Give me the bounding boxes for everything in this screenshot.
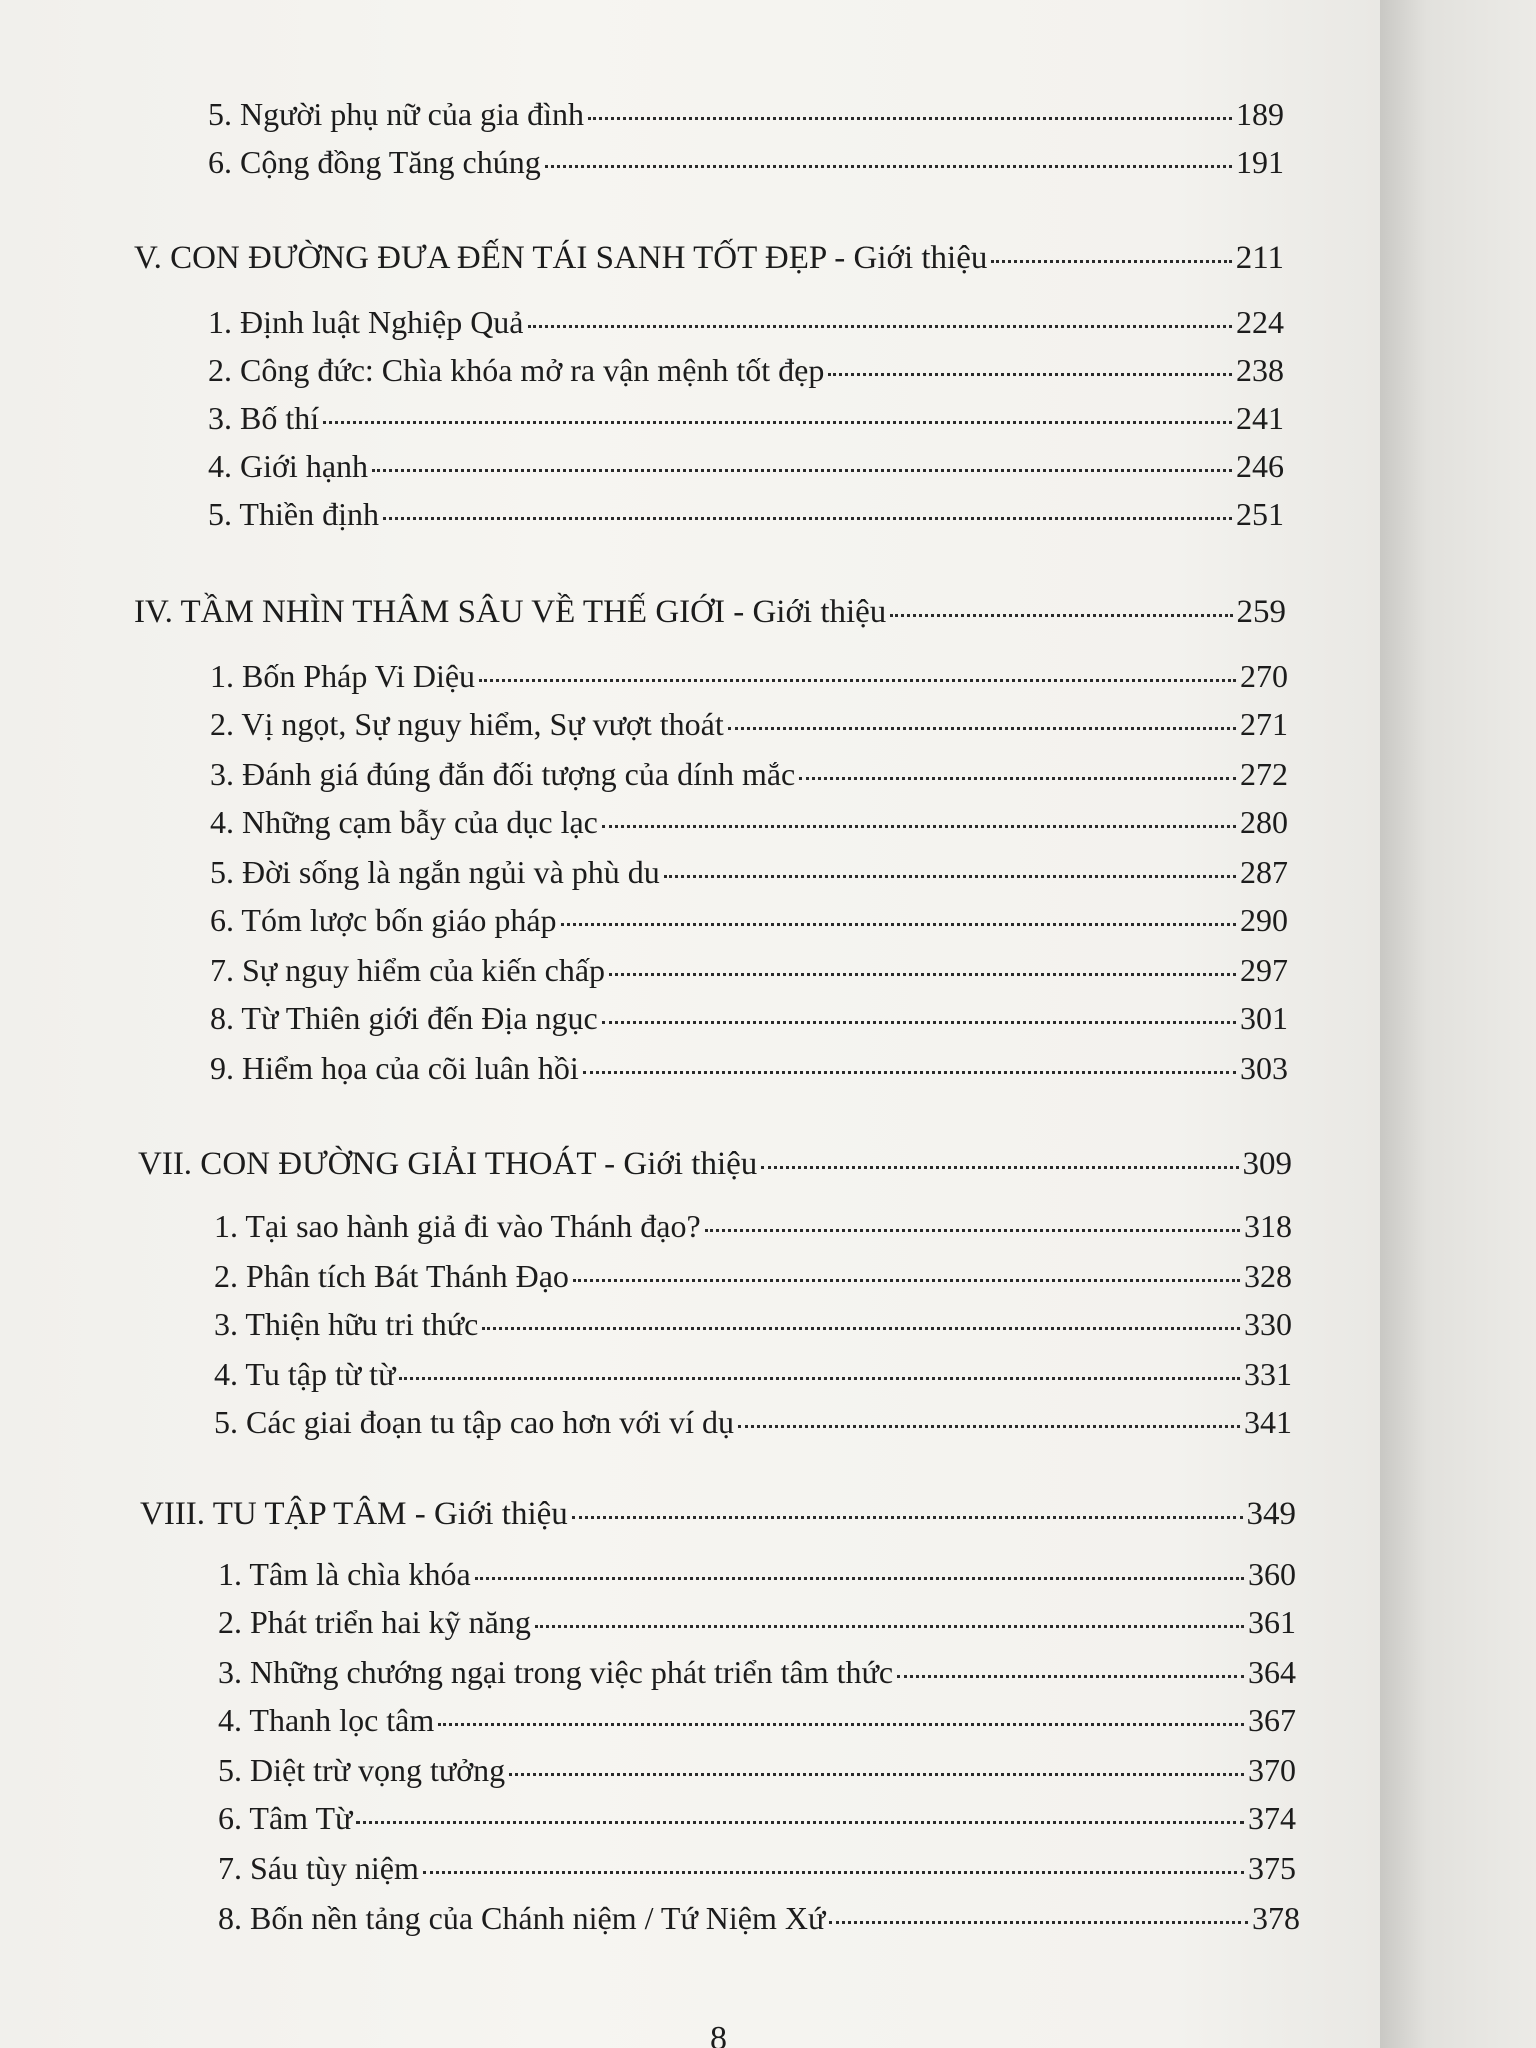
toc-section-page: 309: [1242, 1146, 1292, 1182]
dot-leader: [728, 727, 1236, 730]
toc-entry-title: 1. Tâm là chìa khóa: [218, 1556, 471, 1592]
toc-entry-page: 378: [1252, 1900, 1300, 1936]
toc-entry-title: 4. Những cạm bẫy của dục lạc: [210, 804, 598, 840]
toc-entry-title: 4. Thanh lọc tâm: [218, 1702, 435, 1738]
dot-leader: [323, 421, 1232, 424]
dot-leader: [897, 1675, 1244, 1678]
toc-entry-page: 270: [1240, 658, 1288, 694]
toc-entry: [208, 302, 1284, 342]
dot-leader: [383, 517, 1232, 520]
dot-leader: [561, 923, 1236, 926]
dot-leader: [799, 777, 1236, 780]
dot-leader: [573, 1279, 1240, 1282]
toc-entry-page: 303: [1240, 1050, 1288, 1086]
dot-leader: [475, 1577, 1244, 1580]
dot-leader: [602, 1021, 1236, 1024]
toc-entry-title: 3. Đánh giá đúng đắn đối tượng của dính mắc: [210, 756, 796, 792]
toc-entry-title: 1. Tại sao hành giả đi vào Thánh đạo?: [214, 1208, 701, 1244]
toc-entry-page: 287: [1240, 854, 1288, 890]
toc-section: [134, 592, 1286, 632]
dot-leader: [528, 325, 1233, 328]
toc-entry: [210, 802, 1288, 842]
toc-entry-page: 370: [1248, 1752, 1296, 1788]
toc-entry: [210, 950, 1288, 990]
toc-entry-page: 361: [1248, 1604, 1296, 1640]
toc-entry: [218, 1750, 1296, 1790]
toc-entry: [218, 1848, 1296, 1888]
toc-entry-page: 375: [1248, 1850, 1296, 1886]
toc-entry-title: 5. Đời sống là ngắn ngủi và phù du: [210, 854, 660, 890]
toc-section: [140, 1494, 1296, 1534]
toc-entry-title: 2. Vị ngọt, Sự nguy hiểm, Sự vượt thoát: [210, 706, 724, 742]
toc-entry-title: 5. Thiền định: [208, 496, 379, 532]
toc-entry-title: 9. Hiểm họa của cõi luân hồi: [210, 1050, 579, 1086]
toc-entry-title: 2. Phân tích Bát Thánh Đạo: [214, 1258, 569, 1294]
toc-entry-page: 341: [1244, 1404, 1292, 1440]
dot-leader: [829, 1921, 1248, 1924]
toc-entry-title: 3. Bố thí: [208, 400, 320, 436]
toc-entry-title: 5. Diệt trừ vọng tưởng: [218, 1752, 506, 1788]
toc-entry-title: 5. Người phụ nữ của gia đình: [208, 96, 584, 132]
dot-leader: [664, 875, 1236, 878]
toc-entry: [210, 998, 1288, 1038]
toc-entry: [208, 494, 1284, 534]
toc-entry-page: 297: [1240, 952, 1288, 988]
toc-section-title: V. CON ĐƯỜNG ĐƯA ĐẾN TÁI SANH TỐT ĐẸP - Giới thiệu: [134, 240, 988, 276]
dot-leader: [705, 1229, 1240, 1232]
background-edge: [1380, 0, 1536, 2048]
toc-entry: [214, 1256, 1292, 1296]
dot-leader: [479, 679, 1236, 682]
toc-entry-page: 224: [1236, 304, 1284, 340]
dot-leader: [438, 1723, 1244, 1726]
toc-entry: [210, 704, 1288, 744]
dot-leader: [991, 260, 1231, 263]
toc-entry-title: 6. Tóm lược bốn giáo pháp: [210, 902, 557, 938]
toc-entry-page: 364: [1248, 1654, 1296, 1690]
toc-section: [138, 1144, 1292, 1184]
toc-entry-title: 6. Tâm Từ: [218, 1800, 353, 1836]
toc-entry: [208, 142, 1284, 182]
toc-entry: [218, 1898, 1300, 1938]
toc-entry: [214, 1304, 1292, 1344]
toc-entry-title: 3. Thiện hữu tri thức: [214, 1306, 479, 1342]
toc-entry-page: 367: [1248, 1702, 1296, 1738]
toc-entry-page: 328: [1244, 1258, 1292, 1294]
toc-entry-title: 7. Sáu tùy niệm: [218, 1850, 419, 1886]
toc-entry-page: 330: [1244, 1306, 1292, 1342]
toc-entry-page: 280: [1240, 804, 1288, 840]
dot-leader: [602, 825, 1236, 828]
toc-entry: [210, 900, 1288, 940]
toc-entry-title: 4. Giới hạnh: [208, 448, 369, 484]
toc-section-title: VII. CON ĐƯỜNG GIẢI THOÁT - Giới thiệu: [138, 1146, 758, 1182]
toc-section-title: VIII. TU TẬP TÂM - Giới thiệu: [140, 1496, 568, 1532]
dot-leader: [509, 1773, 1244, 1776]
toc-entry: [210, 852, 1288, 892]
toc-entry-title: 4. Tu tập từ từ: [214, 1356, 396, 1392]
page-number: 8: [710, 2020, 727, 2048]
toc-entry: [208, 350, 1284, 390]
toc-entry: [208, 94, 1284, 134]
toc-section-title: IV. TẦM NHÌN THÂM SÂU VỀ THẾ GIỚI - Giới thiệu: [134, 594, 887, 630]
toc-entry-page: 191: [1236, 144, 1284, 180]
toc-entry-page: 331: [1244, 1356, 1292, 1392]
toc-entry: [218, 1554, 1296, 1594]
toc-entry-page: 189: [1236, 96, 1284, 132]
dot-leader: [890, 614, 1232, 617]
dot-leader: [588, 117, 1232, 120]
dot-leader: [356, 1821, 1244, 1824]
toc-entry: [210, 1048, 1288, 1088]
toc-entry-page: 360: [1248, 1556, 1296, 1592]
toc-entry-page: 290: [1240, 902, 1288, 938]
toc-entry-title: 8. Bốn nền tảng của Chánh niệm / Tứ Niệm Xứ: [218, 1900, 826, 1936]
toc-section: [134, 238, 1284, 278]
toc-entry-title: 2. Phát triển hai kỹ năng: [218, 1604, 531, 1640]
toc-entry-page: 374: [1248, 1800, 1296, 1836]
toc-entry: [214, 1402, 1292, 1442]
dot-leader: [482, 1327, 1240, 1330]
toc-entry-title: 7. Sự nguy hiểm của kiến chấp: [210, 952, 606, 988]
toc-entry: [218, 1652, 1296, 1692]
toc-entry-page: 271: [1240, 706, 1288, 742]
toc-section-page: 259: [1236, 594, 1286, 630]
dot-leader: [372, 469, 1232, 472]
dot-leader: [545, 165, 1232, 168]
toc-entry: [208, 398, 1284, 438]
toc-entry-title: 3. Những chướng ngại trong việc phát triển tâm thức: [218, 1654, 894, 1690]
dot-leader: [423, 1871, 1244, 1874]
toc-entry-page: 241: [1236, 400, 1284, 436]
toc-entry: [218, 1700, 1296, 1740]
toc-entry-page: 272: [1240, 756, 1288, 792]
toc-entry: [214, 1354, 1292, 1394]
toc-entry-title: 1. Định luật Nghiệp Quả: [208, 304, 524, 340]
toc-entry: [218, 1602, 1296, 1642]
toc-entry: [214, 1206, 1292, 1246]
dot-leader: [535, 1625, 1244, 1628]
toc-entry-page: 246: [1236, 448, 1284, 484]
toc-entry-title: 8. Từ Thiên giới đến Địa ngục: [210, 1000, 598, 1036]
dot-leader: [399, 1377, 1240, 1380]
dot-leader: [738, 1425, 1240, 1428]
toc-entry-page: 301: [1240, 1000, 1288, 1036]
toc-section-page: 211: [1235, 240, 1284, 276]
toc-entry: [208, 446, 1284, 486]
toc-entry: [218, 1798, 1296, 1838]
toc-entry-page: 318: [1244, 1208, 1292, 1244]
dot-leader: [583, 1071, 1236, 1074]
toc-entry-title: 5. Các giai đoạn tu tập cao hơn với ví dụ: [214, 1404, 734, 1440]
toc-entry-title: 1. Bốn Pháp Vi Diệu: [210, 658, 476, 694]
toc-entry: [210, 754, 1288, 794]
toc-entry-title: 6. Cộng đồng Tăng chúng: [208, 144, 541, 180]
toc-entry-page: 251: [1236, 496, 1284, 532]
toc-entry-title: 2. Công đức: Chìa khóa mở ra vận mệnh tốt đẹp: [208, 352, 825, 388]
dot-leader: [572, 1516, 1243, 1519]
dot-leader: [609, 973, 1236, 976]
dot-leader: [828, 373, 1232, 376]
toc-section-page: 349: [1246, 1496, 1296, 1532]
toc-entry: [210, 656, 1288, 696]
dot-leader: [761, 1166, 1238, 1169]
toc-entry-page: 238: [1236, 352, 1284, 388]
